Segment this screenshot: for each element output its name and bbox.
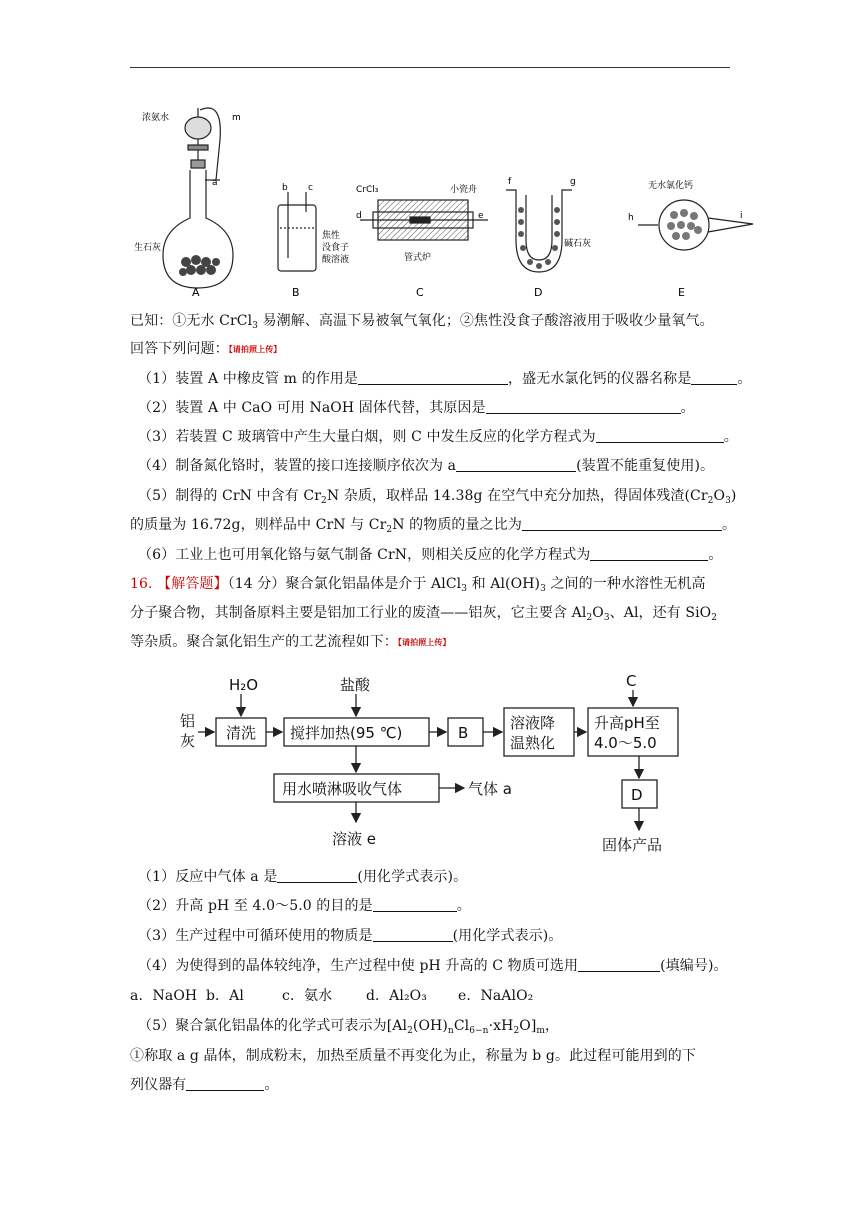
answer-blank[interactable] <box>373 897 457 912</box>
svg-text:管式炉: 管式炉 <box>404 253 432 263</box>
answer-blank[interactable] <box>358 370 508 385</box>
q15-5-cont: 的质量为 16.72g，则样品中 CrN 与 $Cr_2N$ 的物质的量之比为 。 <box>130 517 737 535</box>
svg-text:e: e <box>478 211 484 221</box>
svg-text:气体 a: 气体 a <box>468 780 512 798</box>
answer-blank[interactable] <box>486 399 681 414</box>
svg-text:E: E <box>678 286 685 299</box>
svg-text:g: g <box>570 177 576 187</box>
svg-text:无水氯化钙: 无水氯化钙 <box>648 181 694 191</box>
answer-blank[interactable] <box>522 516 722 531</box>
apparatus-e <box>638 200 753 250</box>
svg-text:碱石灰: 碱石灰 <box>564 239 592 249</box>
q15-3: （3）若装置 C 玻璃管中产生大量白烟，则 C 中发生反应的化学方程式为 。 <box>138 429 738 445</box>
known-line: 已知：①无水 CrCl$_3$ 易潮解、高温下易被氧气氧化；②焦性没食子酸溶液用于吸收少量氧气。 <box>130 313 714 331</box>
q16-5-1: ①称取 a g 晶体，制成粉末，加热至质量不再变化为止，称量为 b g。此过程可能用到的下 <box>130 1048 696 1064</box>
answer-blank[interactable] <box>373 927 453 942</box>
apparatus-a <box>163 108 233 288</box>
svg-text:小瓷舟: 小瓷舟 <box>450 185 478 195</box>
process-flow-diagram <box>170 668 690 858</box>
svg-text:C: C <box>416 286 424 299</box>
apparatus-d <box>506 190 572 272</box>
svg-text:A: A <box>192 286 200 299</box>
q16-intro-1: 16. 【解答题】（14 分）聚合氯化铝晶体是介于 AlCl$_3$ 和 $Al(OH)_3$ 之间的一种水溶性无机高 <box>130 576 706 594</box>
q15-1: （1）装置 A 中橡皮管 m 的作用是 ，盛无水氯化钙的仪器名称是 。 <box>138 371 752 387</box>
svg-text:c: c <box>308 183 313 193</box>
svg-text:D: D <box>631 786 643 804</box>
svg-text:m: m <box>232 113 241 123</box>
svg-text:温熟化: 温熟化 <box>510 734 556 752</box>
upload-tag: 【请拍照上传】 <box>228 344 282 354</box>
label-ammonia: 浓氨水 <box>142 113 170 123</box>
q15-5: （5）制得的 CrN 中含有 $Cr_2N$ 杂质，取样品 14.38g 在空气中充分加热，得固体残渣$(Cr_2O_3)$ <box>138 488 737 506</box>
svg-text:C: C <box>626 672 637 690</box>
option-c: c．氨水 <box>282 988 333 1004</box>
svg-text:i: i <box>740 211 743 221</box>
header-rule <box>130 67 730 68</box>
svg-text:h: h <box>628 213 634 223</box>
svg-text:搅拌加热(95 ℃): 搅拌加热(95 ℃) <box>290 724 403 742</box>
q16-options <box>130 985 750 1005</box>
q16-intro-2: 分子聚合物，其制备原料主要是铝加工行业的废渣——铝灰，它主要含 $Al_2O_3$、Al，还有 SiO$_2$ <box>130 605 718 623</box>
svg-text:溶液 e: 溶液 e <box>332 830 376 848</box>
svg-text:a: a <box>212 178 218 188</box>
answer-blank[interactable] <box>578 957 660 972</box>
answer-blank[interactable] <box>456 457 576 472</box>
svg-text:f: f <box>508 177 512 187</box>
answer-blank[interactable] <box>596 428 724 443</box>
svg-text:CrCl₃: CrCl₃ <box>356 185 379 195</box>
svg-text:D: D <box>534 286 543 299</box>
svg-text:灰: 灰 <box>180 732 196 750</box>
option-d: d．Al₂O₃ <box>366 988 427 1004</box>
apparatus-figure <box>128 100 768 300</box>
svg-text:b: b <box>282 183 288 193</box>
answer-blank[interactable] <box>277 868 357 883</box>
svg-text:B: B <box>458 724 469 742</box>
svg-text:焦性: 焦性 <box>322 231 341 241</box>
q16-2: （2）升高 pH 至 4.0～5.0 的目的是 。 <box>138 898 471 914</box>
svg-text:没食子: 没食子 <box>322 243 350 253</box>
q15-6: （6）工业上也可用氧化铬与氨气制备 CrN，则相关反应的化学方程式为 。 <box>138 547 723 563</box>
q15-4: （4）制备氮化铬时，装置的接口连接顺序依次为 a (装置不能重复使用)。 <box>138 458 715 474</box>
answer-blank[interactable] <box>186 1076 264 1091</box>
svg-text:用水喷淋吸收气体: 用水喷淋吸收气体 <box>282 780 403 798</box>
answer-blank[interactable] <box>590 546 708 561</box>
svg-text:铝: 铝 <box>180 712 196 730</box>
q16-5: （5）聚合氯化铝晶体的化学式可表示为$[Al_2(OH)_nCl_{6-n}\cdot xH_2O]_m$， <box>138 1018 560 1036</box>
svg-text:盐酸: 盐酸 <box>340 676 371 694</box>
q16-3: （3）生产过程中可循环使用的物质是 (用化学式表示)。 <box>138 928 563 944</box>
answer-blank[interactable] <box>691 370 737 385</box>
option-a: a．NaOH <box>130 988 198 1004</box>
svg-text:生石灰: 生石灰 <box>134 243 162 253</box>
q16-1: （1）反应中气体 a 是 (用化学式表示)。 <box>138 869 468 885</box>
q16-4: （4）为使得到的晶体较纯净，生产过程中使 pH 升高的 C 物质可选用 (填编号)。 <box>138 958 728 974</box>
svg-text:固体产品: 固体产品 <box>602 836 663 854</box>
apparatus-b <box>278 192 316 271</box>
option-b: b．Al <box>206 988 244 1004</box>
answer-intro: 回答下列问题：【请拍照上传】 <box>130 341 282 357</box>
q16-5-1-cont: 列仪器有 。 <box>130 1077 279 1093</box>
svg-text:升高pH至: 升高pH至 <box>594 714 660 732</box>
svg-text:4.0～5.0: 4.0～5.0 <box>594 734 657 752</box>
svg-text:B: B <box>292 286 300 299</box>
q15-2: （2）装置 A 中 CaO 可用 NaOH 固体代替，其原因是 。 <box>138 400 695 416</box>
svg-text:H₂O: H₂O <box>229 676 259 694</box>
apparatus-c <box>360 200 488 240</box>
svg-text:清洗: 清洗 <box>226 724 257 742</box>
svg-text:溶液降: 溶液降 <box>510 714 556 732</box>
option-e: e．NaAlO₂ <box>458 988 534 1004</box>
upload-tag: 【请拍照上传】 <box>397 637 451 647</box>
svg-text:酸溶液: 酸溶液 <box>322 255 350 265</box>
q16-intro-3: 等杂质。聚合氯化铝生产的工艺流程如下：【请拍照上传】 <box>130 634 451 650</box>
svg-text:d: d <box>356 211 362 221</box>
